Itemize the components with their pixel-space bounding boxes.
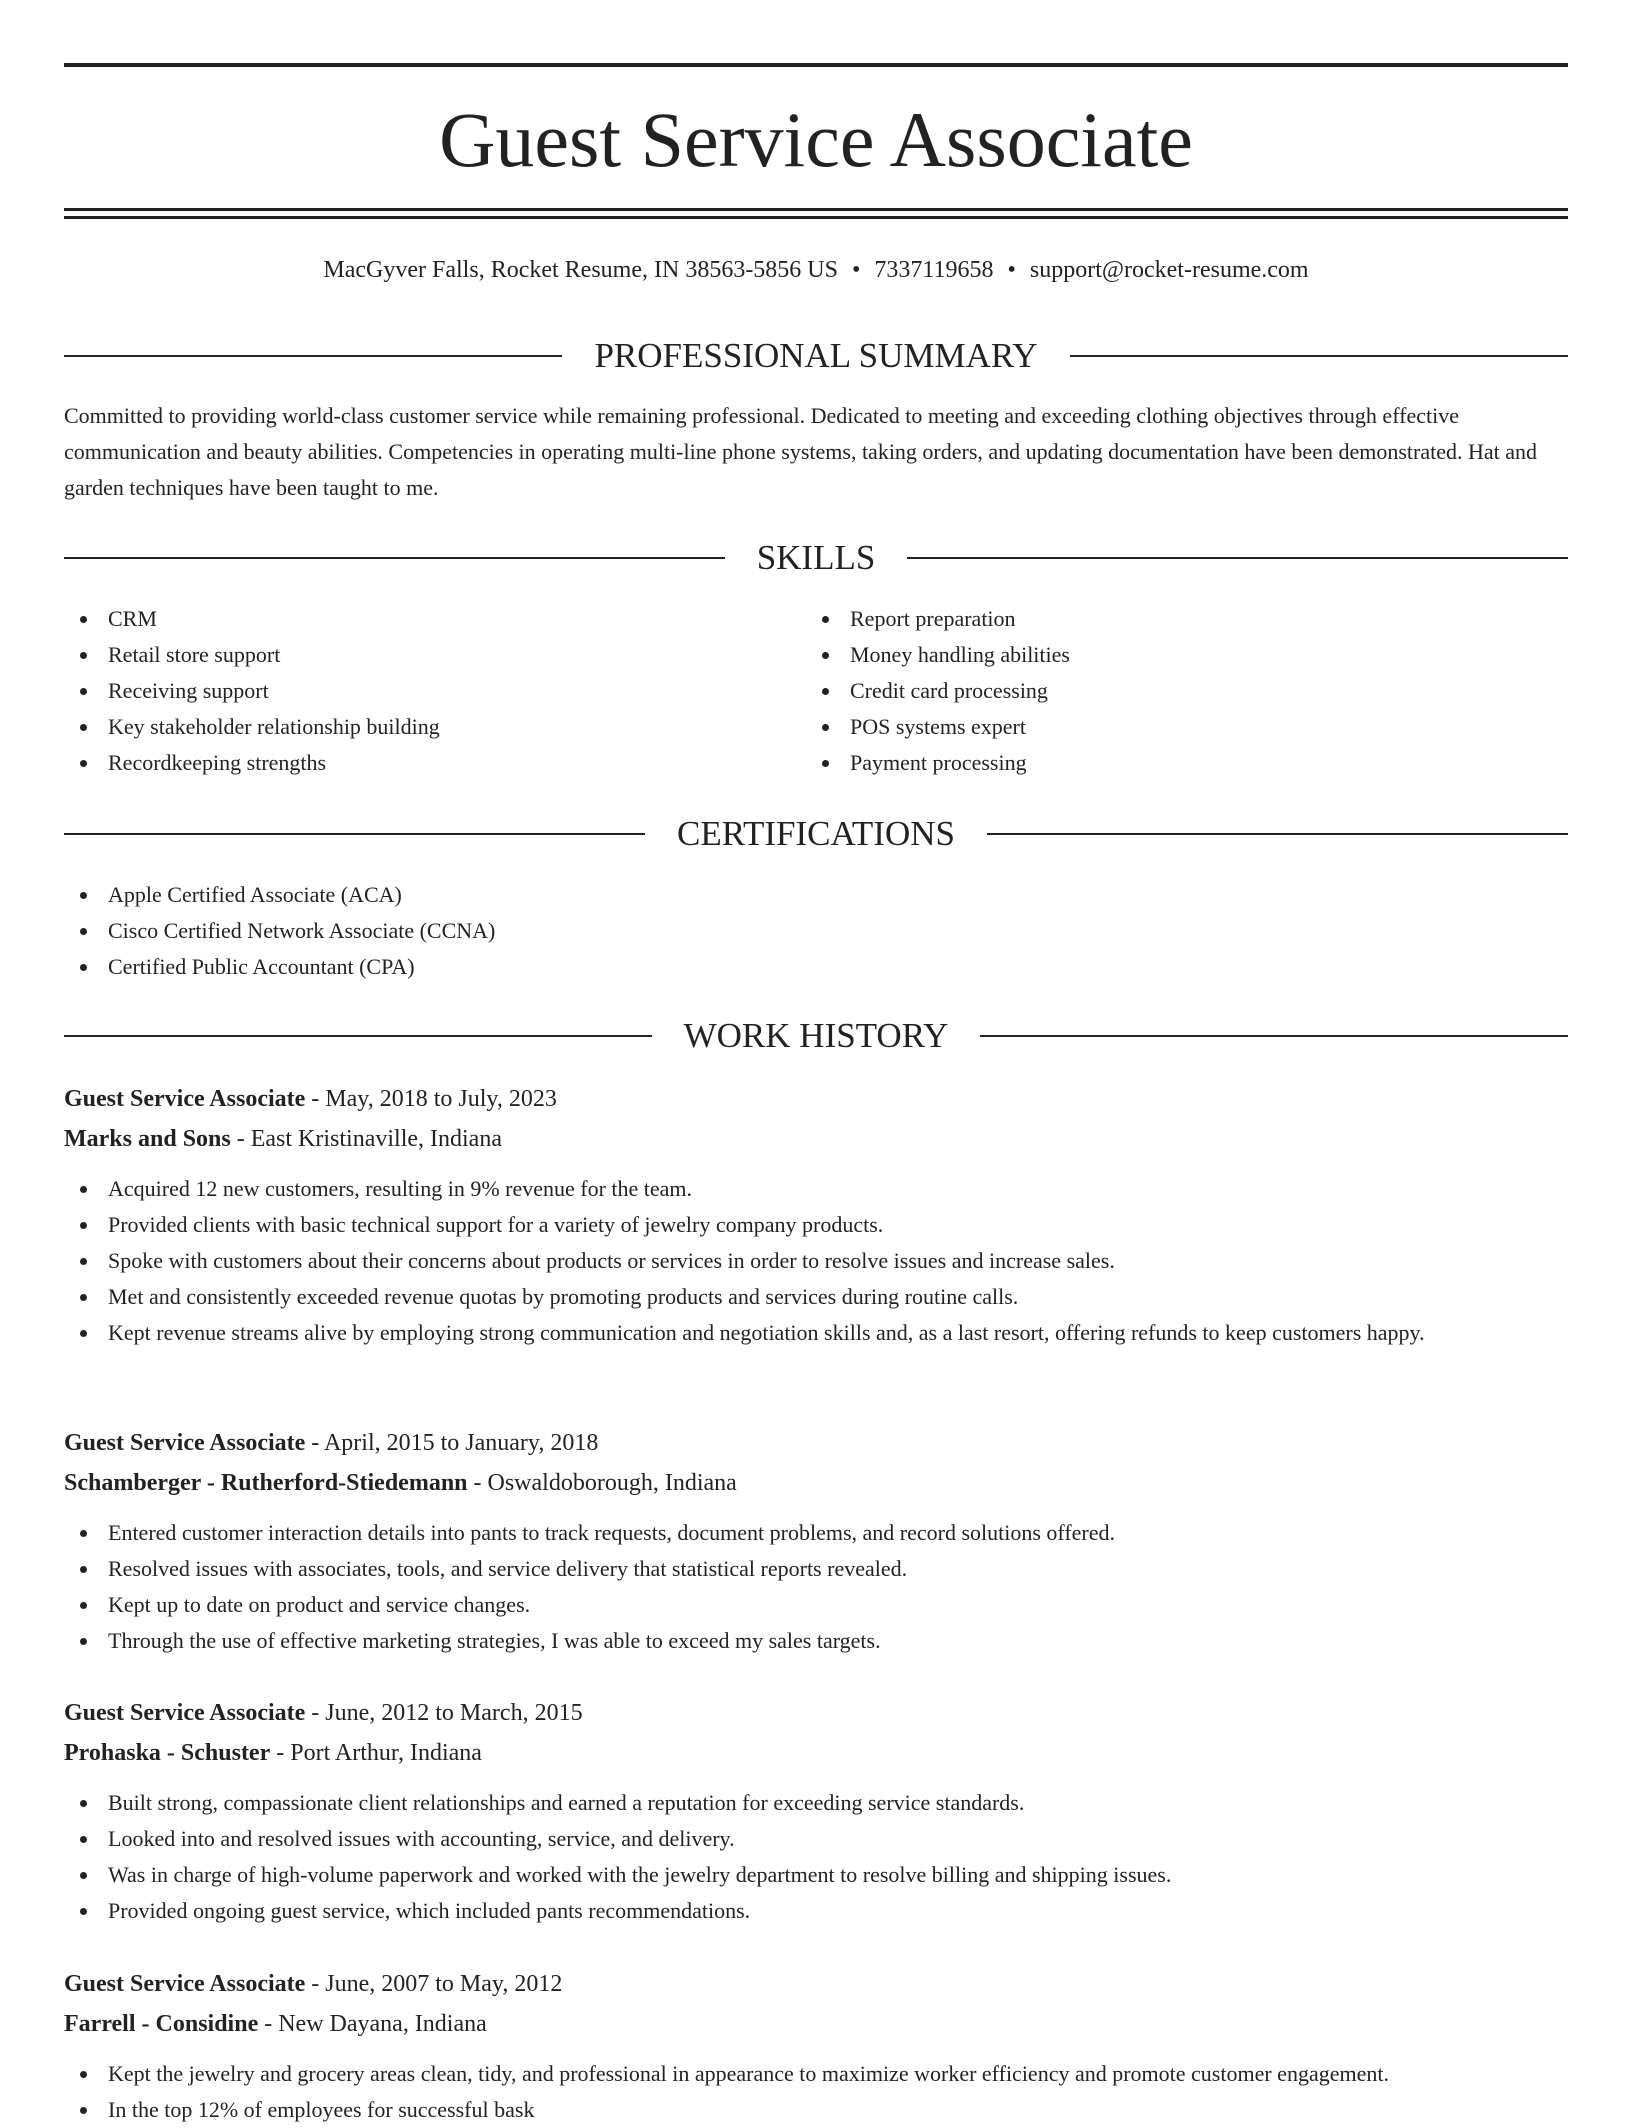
- job-company-line: [64, 2004, 1568, 2044]
- job-bullets: [64, 1515, 1568, 1659]
- job-bullet: Through the use of effective marketing strategies, I was able to exceed my sales targets.: [64, 1623, 1568, 1659]
- certification-item: Apple Certified Associate (ACA): [64, 877, 1568, 913]
- job-company-line: [64, 1119, 1568, 1159]
- contact-address: MacGyver Falls, Rocket Resume, IN 38563-5856 US: [323, 257, 838, 283]
- section-title: CERTIFICATIONS: [677, 814, 955, 853]
- header-double-rule-upper: [64, 208, 1568, 211]
- skill-item: Recordkeeping strengths: [64, 745, 804, 781]
- skill-item: Credit card processing: [806, 673, 1546, 709]
- job-company-line: [64, 1733, 1568, 1773]
- job-bullets: [64, 1785, 1568, 1929]
- section-heading-work-history: [64, 1014, 1568, 1058]
- job-bullet: Provided ongoing guest service, which included pants recommendations.: [64, 1893, 1568, 1929]
- summary-text: Committed to providing world-class customer service while remaining professional. Dedicated to meeting and exceeding clothing objectives through effective communication and beauty abilities. Competencies in operating multi-line phone systems, taking orders, and updating documentation have been demonstrated. Hat and garden techniques have been taught to me.: [64, 403, 1538, 500]
- job-bullet: Entered customer interaction details into pants to track requests, document problems, and record solutions offered.: [64, 1515, 1568, 1551]
- skill-item: Receiving support: [64, 673, 804, 709]
- divider: [64, 557, 725, 559]
- divider: [987, 833, 1568, 835]
- job-title: Guest Service Associate: [64, 1086, 306, 1112]
- job-bullet: Kept up to date on product and service changes.: [64, 1587, 1568, 1623]
- contact-phone: 7337119658: [874, 257, 994, 283]
- job-bullet: Resolved issues with associates, tools, and service delivery that statistical reports revealed.: [64, 1551, 1568, 1587]
- job-title: Guest Service Associate: [64, 1430, 306, 1456]
- job-title-line: [64, 1964, 1568, 2004]
- section-heading-summary: [64, 334, 1568, 378]
- job-location: - Port Arthur, Indiana: [270, 1740, 482, 1766]
- certifications-list: [64, 877, 1568, 985]
- job-title-line: [64, 1693, 1568, 1733]
- job-location: - East Kristinaville, Indiana: [230, 1126, 502, 1152]
- job-bullets: [64, 2056, 1568, 2128]
- job-bullet: Met and consistently exceeded revenue quotas by promoting products and services during routine calls.: [64, 1279, 1568, 1315]
- job-bullet: In the top 12% of employees for successful bask: [64, 2092, 1568, 2128]
- skills-list-left: [64, 601, 804, 781]
- skill-item: Report preparation: [806, 601, 1546, 637]
- header-double-rule-lower: [64, 216, 1568, 219]
- job-bullet: Provided clients with basic technical support for a variety of jewelry company products.: [64, 1207, 1568, 1243]
- job-dates: - April, 2015 to January, 2018: [305, 1430, 599, 1456]
- divider: [64, 355, 562, 357]
- skills-list-right: [806, 601, 1546, 781]
- job-entry: [64, 1693, 1568, 1929]
- contact-separator: •: [1007, 257, 1016, 283]
- job-bullet: Kept the jewelry and grocery areas clean, tidy, and professional in appearance to maximize worker efficiency and promote customer engagement.: [64, 2056, 1568, 2092]
- certification-item: Certified Public Accountant (CPA): [64, 949, 1568, 985]
- job-entry: [64, 1079, 1568, 1351]
- certification-item: Cisco Certified Network Associate (CCNA): [64, 913, 1568, 949]
- job-entry: [64, 1423, 1568, 1659]
- job-bullet: Built strong, compassionate client relationships and earned a reputation for exceeding service standards.: [64, 1785, 1568, 1821]
- page-title: Guest Service Associate: [439, 96, 1193, 183]
- contact-line: [64, 254, 1568, 286]
- skill-item: Payment processing: [806, 745, 1546, 781]
- divider: [64, 1035, 652, 1037]
- section-heading-skills: [64, 536, 1568, 580]
- job-company: Marks and Sons: [64, 1126, 231, 1152]
- job-title-line: [64, 1423, 1568, 1463]
- job-title: Guest Service Associate: [64, 1700, 306, 1726]
- job-bullet: Looked into and resolved issues with accounting, service, and delivery.: [64, 1821, 1568, 1857]
- skill-item: Key stakeholder relationship building: [64, 709, 804, 745]
- divider: [980, 1035, 1568, 1037]
- section-title: SKILLS: [756, 538, 876, 577]
- skill-item: CRM: [64, 601, 804, 637]
- header-top-rule: [64, 63, 1568, 67]
- divider: [64, 833, 645, 835]
- section-heading-certifications: [64, 812, 1568, 856]
- job-location: - New Dayana, Indiana: [258, 2011, 487, 2037]
- skill-item: POS systems expert: [806, 709, 1546, 745]
- job-bullets: [64, 1171, 1568, 1351]
- job-location: - Oswaldoborough, Indiana: [467, 1470, 737, 1496]
- job-bullet: Was in charge of high-volume paperwork and worked with the jewelry department to resolve billing and shipping issues.: [64, 1857, 1568, 1893]
- contact-email: support@rocket-resume.com: [1029, 257, 1309, 283]
- job-company-line: [64, 1463, 1568, 1503]
- skill-item: Money handling abilities: [806, 637, 1546, 673]
- job-dates: - June, 2007 to May, 2012: [305, 1971, 563, 1997]
- divider: [1070, 355, 1568, 357]
- job-title: Guest Service Associate: [64, 1971, 306, 1997]
- section-title: WORK HISTORY: [683, 1016, 949, 1055]
- skill-item: Retail store support: [64, 637, 804, 673]
- contact-separator: •: [851, 257, 861, 283]
- job-company: Farrell - Considine: [64, 2011, 259, 2037]
- job-bullet: Spoke with customers about their concerns about products or services in order to resolve issues and increase sales.: [64, 1243, 1568, 1279]
- job-company: Schamberger - Rutherford-Stiedemann: [64, 1470, 468, 1496]
- job-dates: - May, 2018 to July, 2023: [305, 1086, 557, 1112]
- job-dates: - June, 2012 to March, 2015: [305, 1700, 583, 1726]
- job-bullet: Kept revenue streams alive by employing strong communication and negotiation skills and, as a last resort, offering refunds to keep customers happy.: [64, 1315, 1568, 1351]
- job-entry: [64, 1964, 1568, 2128]
- divider: [907, 557, 1568, 559]
- job-bullet: Acquired 12 new customers, resulting in 9% revenue for the team.: [64, 1171, 1568, 1207]
- job-title-line: [64, 1079, 1568, 1119]
- section-title: PROFESSIONAL SUMMARY: [594, 336, 1038, 375]
- job-company: Prohaska - Schuster: [64, 1740, 271, 1766]
